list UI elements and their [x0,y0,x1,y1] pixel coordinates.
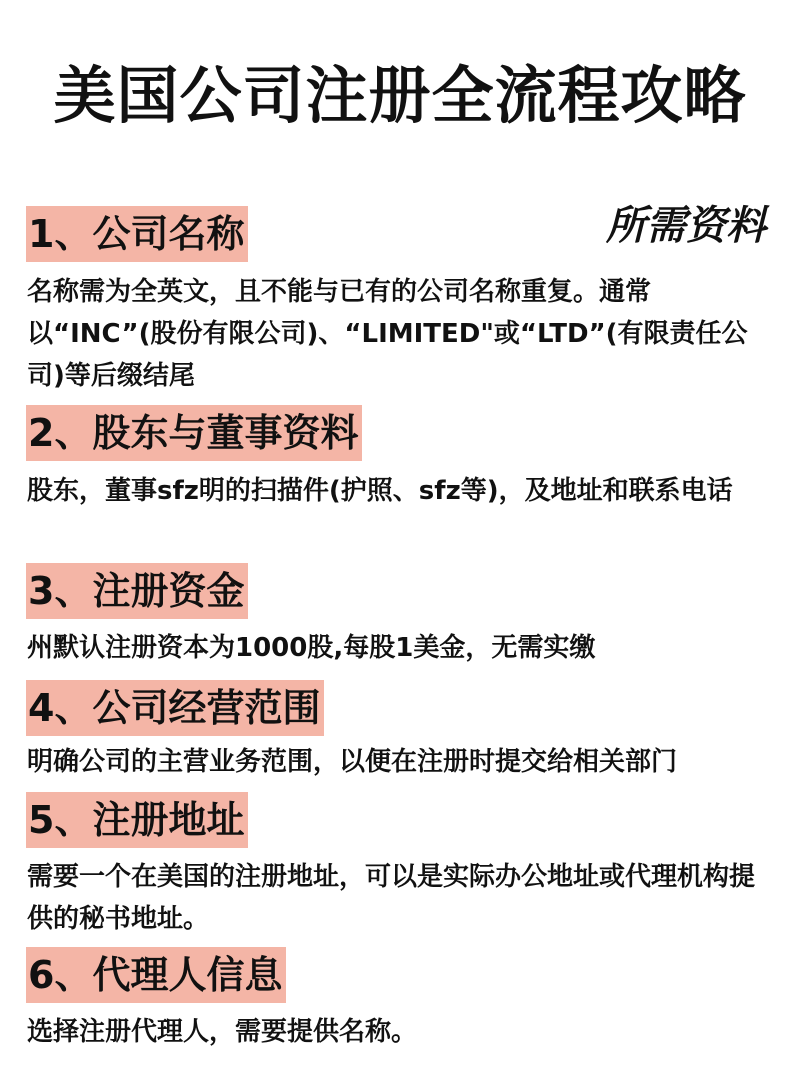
page-title: 美国公司注册全流程攻略 [53,59,747,132]
section-body-registered-capital: 州默认注册资本为1000股,每股1美金，无需实缴 [27,633,596,663]
section-heading-registered-address: 5、注册地址 [26,792,248,848]
section-body-agent-info: 选择注册代理人，需要提供名称。 [27,1017,418,1047]
section-heading-shareholders-directors: 2、股东与董事资料 [26,405,362,461]
section-heading-company-name: 1、公司名称 [26,206,248,262]
section-body-registered-address: 需要一个在美国的注册地址，可以是实际办公地址或代理机构提供的秘书地址。 [27,862,756,934]
section-body-company-name: 名称需为全英文，且不能与已有的公司名称重复。通常以“INC”(股份有限公司)、“LIMITED"或“LTD”(有限责任公司)等后缀结尾 [27,277,748,391]
section-body-business-scope: 明确公司的主营业务范围，以便在注册时提交给相关部门 [27,747,678,777]
section-heading-business-scope: 4、公司经营范围 [26,680,324,736]
required-materials-tag: 所需资料 [606,203,766,249]
section-heading-agent-info: 6、代理人信息 [26,947,286,1003]
section-body-shareholders-directors: 股东，董事sfz明的扫描件(护照、sfz等)，及地址和联系电话 [27,476,733,506]
section-heading-registered-capital: 3、注册资金 [26,563,248,619]
